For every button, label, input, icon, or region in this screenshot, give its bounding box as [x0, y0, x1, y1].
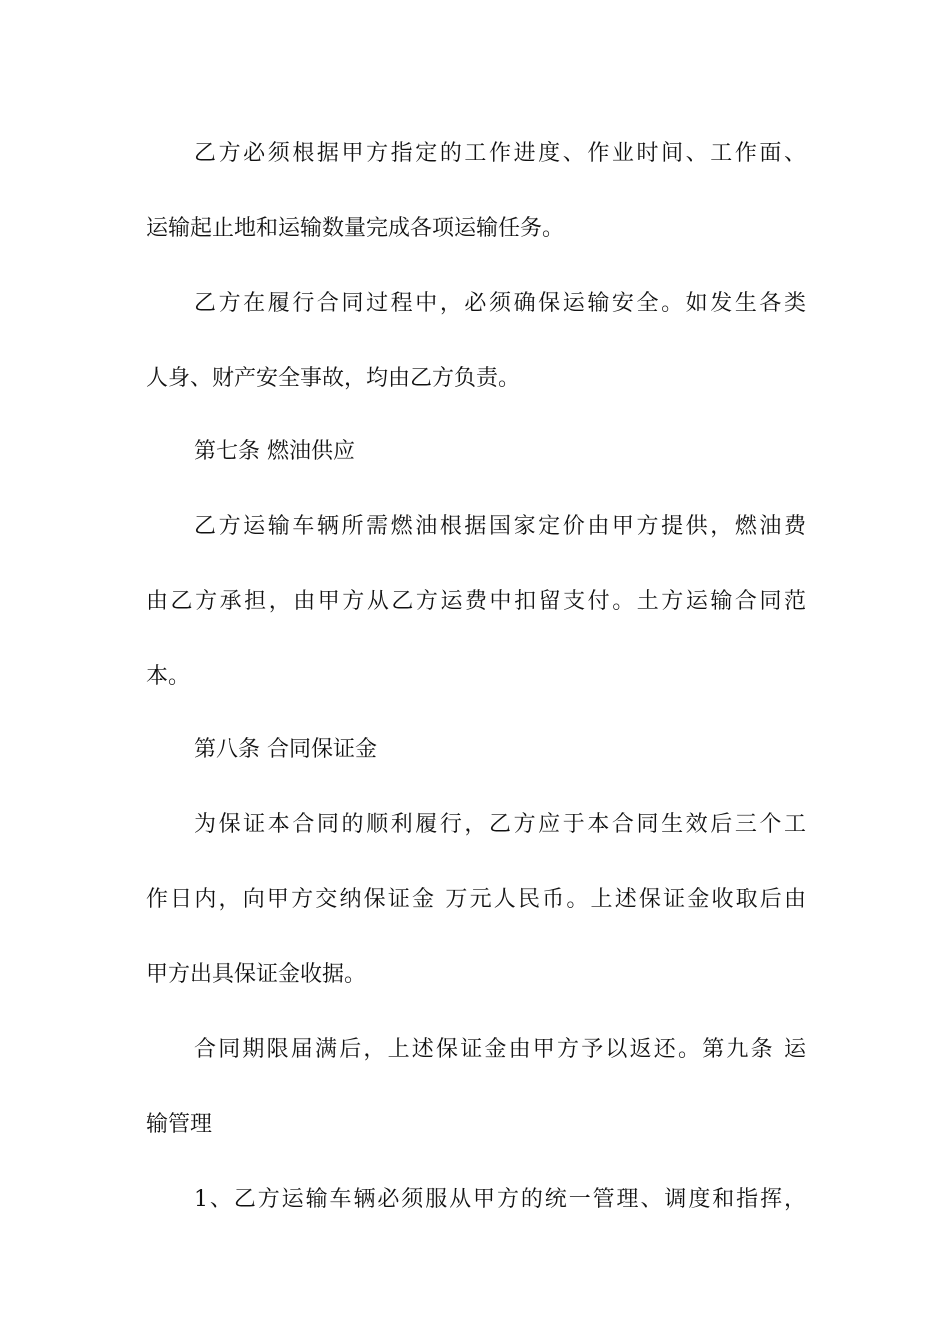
paragraph-line: 乙方必须根据甲方指定的工作进度、作业时间、工作面、: [194, 141, 806, 166]
section-heading: 第七条 燃油供应: [194, 439, 355, 464]
paragraph-line: 甲方出具保证金收据。: [146, 962, 367, 987]
paragraph-line: 作日内，向甲方交纳保证金 万元人民币。上述保证金收取后由: [146, 887, 806, 912]
section-heading: 第八条 合同保证金: [194, 737, 377, 762]
paragraph-line: 乙方运输车辆所需燃油根据国家定价由甲方提供，燃油费: [194, 514, 806, 539]
paragraph-line: 为保证本合同的顺利履行，乙方应于本合同生效后三个工: [194, 812, 806, 837]
paragraph-line: 乙方在履行合同过程中，必须确保运输安全。如发生各类: [194, 291, 806, 316]
paragraph-line: 由乙方承担，由甲方从乙方运费中扣留支付。土方运输合同范: [146, 589, 806, 614]
paragraph-line: 1、乙方运输车辆必须服从甲方的统一管理、调度和指挥，: [194, 1187, 806, 1212]
paragraph-line: 合同期限届满后，上述保证金由甲方予以返还。第九条 运: [194, 1037, 806, 1062]
paragraph-line: 输管理: [146, 1112, 213, 1137]
paragraph-line: 人身、财产安全事故，均由乙方负责。: [146, 366, 521, 391]
paragraph-line: 本。: [146, 664, 191, 689]
paragraph-line: 运输起止地和运输数量完成各项运输任务。: [146, 216, 565, 241]
